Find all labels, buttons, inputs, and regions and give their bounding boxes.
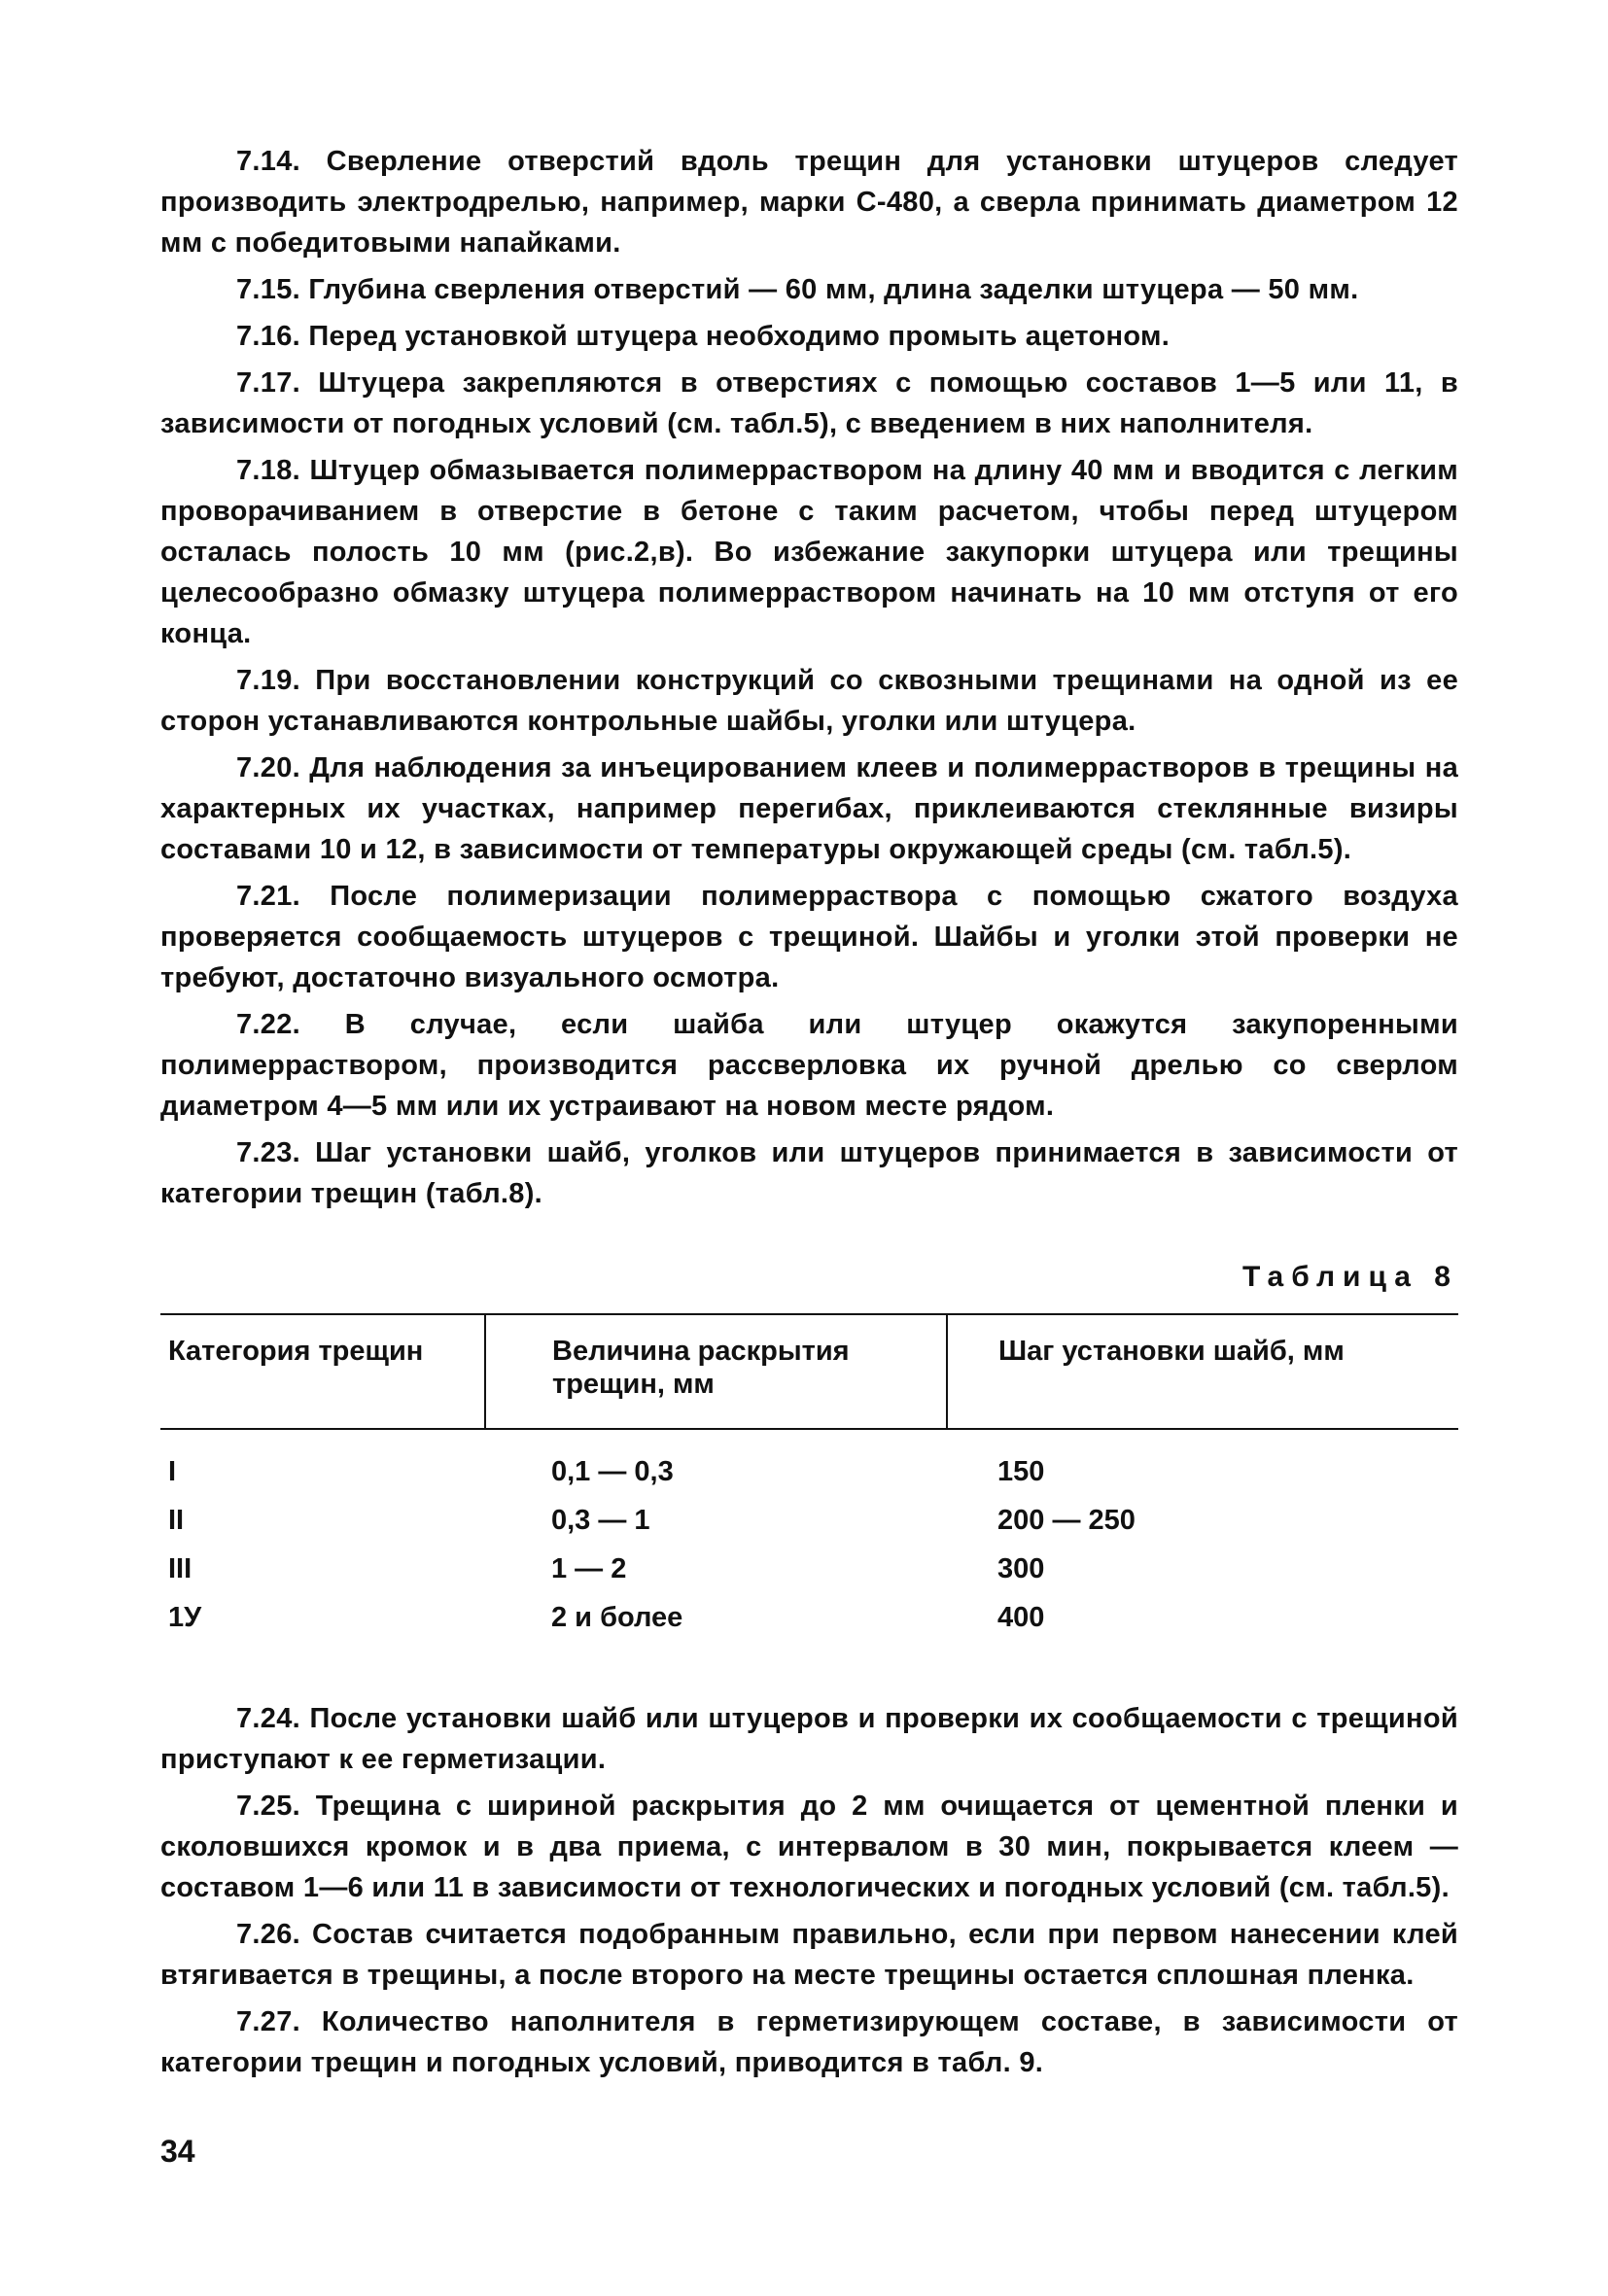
page-number: 34 (160, 2134, 195, 2169)
table-cell-category: I (168, 1456, 177, 1487)
paragraph-7-22: 7.22. В случае, если шайба или штуцер окажутся закупоренными полимерраствором, производится рассверловка их ручной дрелью со сверлом диаметром 4—5 мм или их устраивают на новом месте рядом. (160, 1009, 1459, 1122)
table-row (160, 1496, 1458, 1545)
table-header-row (160, 1314, 1458, 1429)
paragraph-7-15: 7.15. Глубина сверления отверстий — 60 мм, длина заделки штуцера — 50 мм. (236, 274, 1359, 305)
paragraph-7-19: 7.19. При восстановлении конструкций со сквозными трещинами на одной из ее сторон устанавливаются контрольные шайбы, уголки или штуцера. (160, 665, 1459, 737)
column-header-step: Шаг установки шайб, мм (947, 1314, 1458, 1429)
paragraph-7-26: 7.26. Состав считается подобранным правильно, если при первом нанесении клей втягивается в трещины, а после второго на месте трещины остается сплошная пленка. (160, 1919, 1458, 1991)
table-cell-opening-width: 0,1 — 0,3 (551, 1456, 674, 1487)
paragraph-7-20: 7.20. Для наблюдения за инъецированием клеев и полимеррастворов в трещины на характерных их участках, например перегибах, приклеиваются стеклянные визиры составами 10 и 12, в зависимости от температуры окружающей среды (см. табл.5). (160, 752, 1459, 865)
table-cell-category: 1У (168, 1602, 202, 1633)
table-8 (160, 1313, 1458, 1642)
table-row (160, 1545, 1458, 1593)
section-before-table (160, 141, 1458, 1214)
paragraph-7-21: 7.21. После полимеризации полимерраствора с помощью сжатого воздуха проверяется сообщаемость штуцеров с трещиной. Шайбы и уголки этой проверки не требуют, достаточно визуального осмотра. (160, 881, 1458, 993)
paragraph-7-24: 7.24. После установки шайб или штуцеров и проверки их сообщаемости с трещиной приступают к ее герметизации. (160, 1703, 1458, 1775)
paragraph-7-14: 7.14. Сверление отверстий вдоль трещин для установки штуцеров следует производить электродрелью, например, марки С-480, а сверла принимать диаметром 12 мм с победитовыми напайками. (160, 146, 1459, 259)
paragraph-7-23: 7.23. Шаг установки шайб, уголков или штуцеров принимается в зависимости от категории трещин (табл.8). (160, 1137, 1458, 1209)
section-after-table (160, 1698, 1458, 2083)
paragraph-7-18: 7.18. Штуцер обмазывается полимерраствором на длину 40 мм и вводится с легким проворачиванием в отверстие в бетоне с таким расчетом, чтобы перед штуцером осталась полость 10 мм (рис.2,в). Во избежание закупорки штуцера или трещины целесообразно обмазку штуцера полимерраствором начинать на 10 мм отступя от его конца. (160, 455, 1458, 649)
table-cell-category: II (168, 1505, 185, 1536)
table-cell-step: 150 (997, 1456, 1045, 1487)
paragraph-7-25: 7.25. Трещина с шириной раскрытия до 2 мм очищается от цементной пленки и сколовшихся кромок и в два приема, с интервалом в 30 мин, покрывается клеем — составом 1—6 или 11 в зависимости от технологических и погодных условий (см. табл.5). (160, 1791, 1458, 1903)
table-row (160, 1593, 1458, 1642)
paragraph-7-17: 7.17. Штуцера закрепляются в отверстиях с помощью составов 1—5 или 11, в зависимости от погодных условий (см. табл.5), с введением в них наполнителя. (160, 367, 1458, 439)
table-row (160, 1429, 1458, 1496)
table-cell-opening-width: 0,3 — 1 (551, 1505, 650, 1536)
table-cell-step: 200 — 250 (997, 1505, 1136, 1536)
table-cell-opening-width: 2 и более (551, 1602, 683, 1633)
paragraph-7-27: 7.27. Количество наполнителя в герметизирующем составе, в зависимости от категории трещин и погодных условий, приводится в табл. 9. (160, 2006, 1459, 2078)
table-caption: Таблица 8 (1241, 1261, 1458, 1293)
table-cell-step: 300 (997, 1553, 1045, 1584)
column-header-category: Категория трещин (160, 1314, 485, 1429)
table-cell-category: III (168, 1553, 192, 1584)
paragraph-7-16: 7.16. Перед установкой штуцера необходимо промыть ацетоном. (236, 321, 1171, 352)
column-header-opening-width: Величина раскрытия трещин, мм (485, 1314, 947, 1429)
document-page (160, 141, 1458, 2089)
table-cell-step: 400 (997, 1602, 1045, 1633)
table-cell-opening-width: 1 — 2 (551, 1553, 627, 1584)
